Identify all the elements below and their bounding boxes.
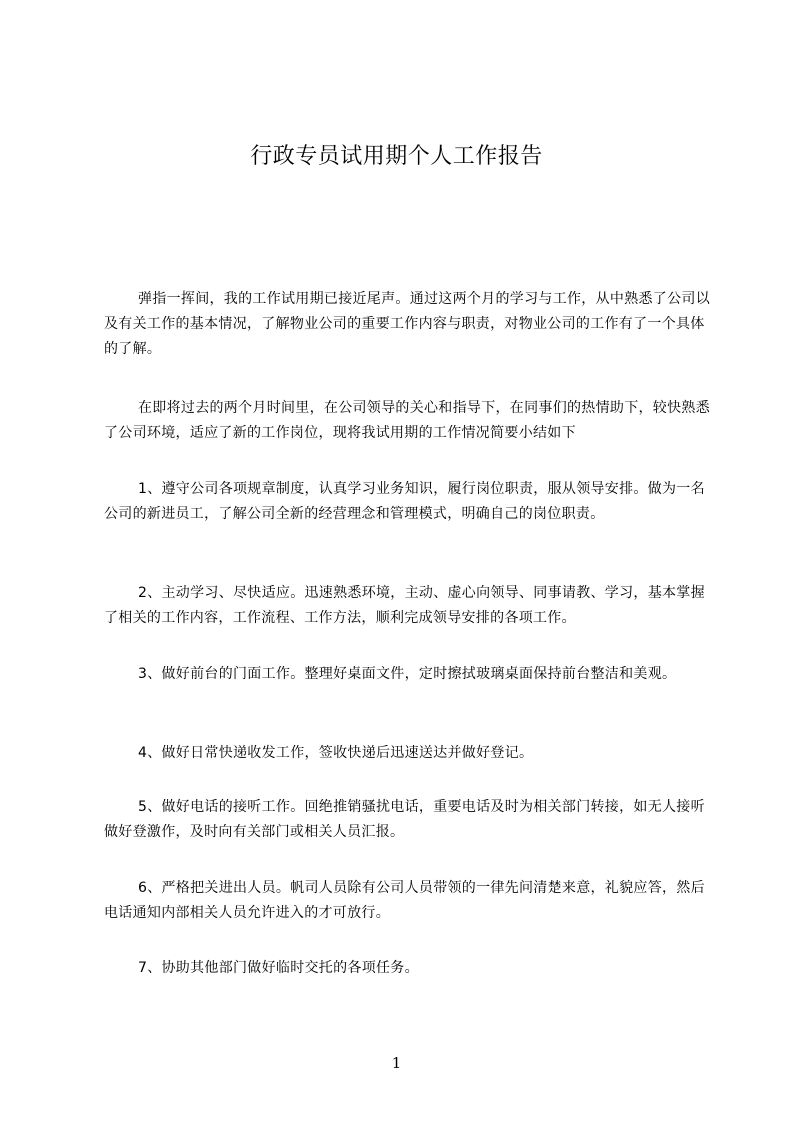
paragraph-item-2: 2、主动学习、尽快适应。迅速熟悉环境，主动、虚心向领导、同事请教、学习，基本掌握了相关的工作内容，工作流程、工作方法，顺利完成领导安排的各项工作。: [104, 585, 705, 626]
paragraph-item-5: 5、做好电话的接听工作。回绝推销骚扰电话，重要电话及时为相关部门转接，如无人接听做好登激作，及时向有关部门或相关人员汇报。: [104, 799, 705, 840]
paragraph-item-4: 4、做好日常快递收发工作，签收快递后迅速送达并做好登记。: [138, 745, 534, 761]
page-number: 1: [391, 1054, 402, 1072]
paragraph-item-6: 6、严格把关进出人员。帆司人员除有公司人员带领的一律先问清楚来意，礼貌应答，然后电话通知内部相关人员允许进入的才可放行。: [104, 880, 705, 921]
paragraph-item-7: 7、协助其他部门做好临时交托的各项任务。: [138, 960, 419, 976]
paragraph-summary: 在即将过去的两个月时间里，在公司领导的关心和指导下，在同事们的热情助下，较快熟悉了公司环境，适应了新的工作岗位，现将我试用期的工作情况简要小结如下: [104, 400, 710, 441]
paragraph-item-3: 3、做好前台的门面工作。整理好桌面文件，定时擦拭玻璃桌面保持前台整洁和美观。: [138, 666, 677, 682]
document-title: 行政专员试用期个人工作报告: [250, 144, 543, 169]
paragraph-item-1: 1、遵守公司各项规章制度，认真学习业务知识，履行岗位职责，服从领导安排。做为一名公司的新进员工，了解公司全新的经营理念和管理模式，明确自己的岗位职责。: [104, 481, 705, 522]
paragraph-intro: 弹指一挥间，我的工作试用期已接近尾声。通过这两个月的学习与工作，从中熟悉了公司以及有关工作的基本情况，了解物业公司的重要工作内容与职责，对物业公司的工作有了一个具体的了解。: [104, 291, 710, 357]
